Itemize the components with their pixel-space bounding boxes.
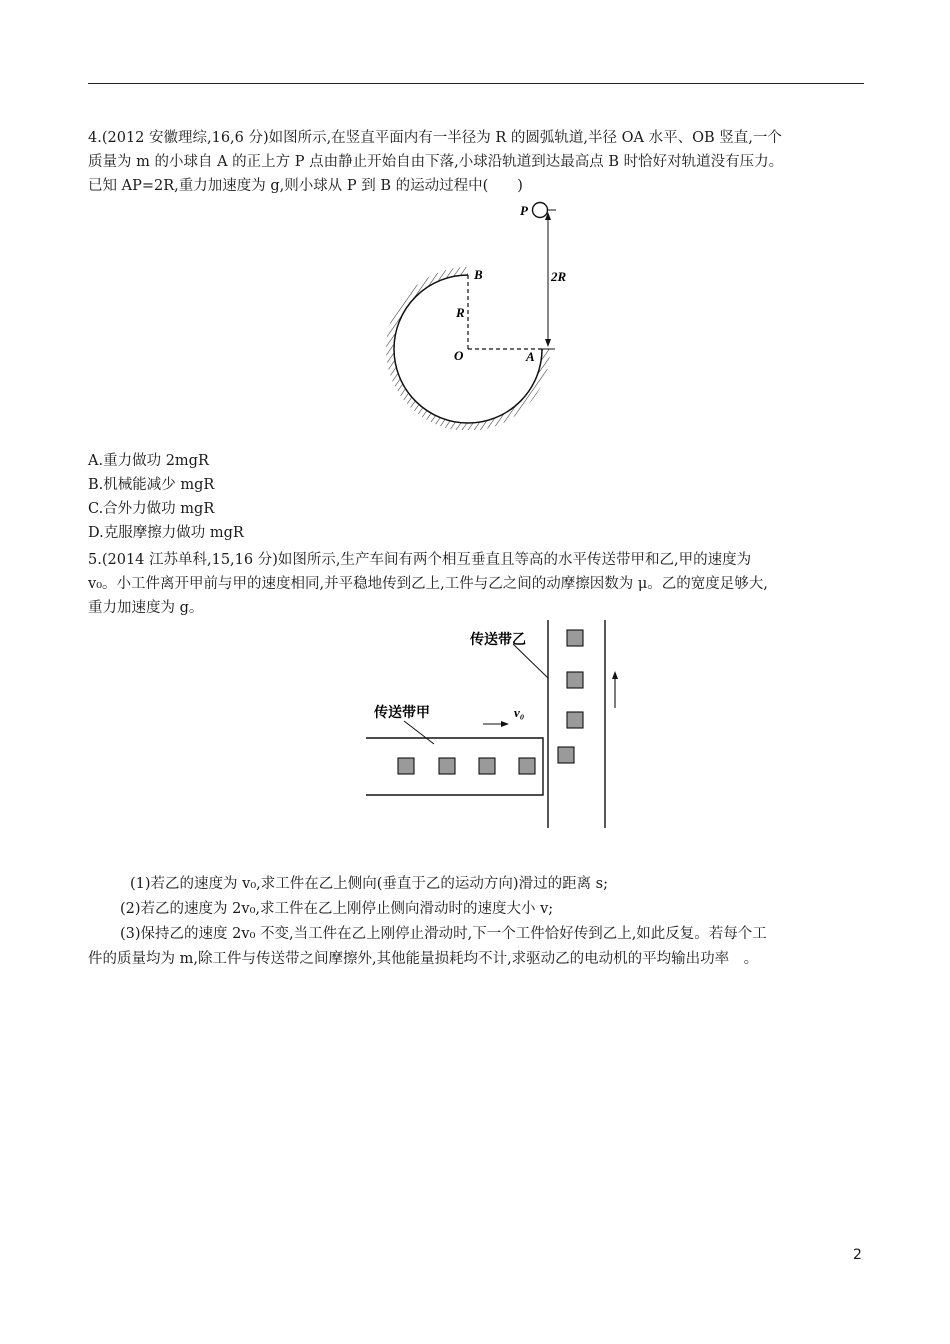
label-o: O [454,348,464,363]
q5-sub-1: (1)若乙的速度为 v₀,求工件在乙上侧向(垂直于乙的运动方向)滑过的距离 s; [130,876,609,892]
label-a: A [526,349,535,364]
workpiece [398,758,414,774]
q5-line-2: v₀。小工件离开甲前与甲的速度相同,并平稳地传到乙上,工件与乙之间的动摩擦因数为 μ。乙的宽度足够大, [88,576,768,592]
workpiece [519,758,535,774]
q4-option-d: D.克服摩擦力做功 mgR [88,525,244,541]
workpiece [567,630,583,646]
workpiece [567,712,583,728]
label-p: P [520,203,528,218]
q5-line-3: 重力加速度为 g。 [88,600,204,616]
q4-option-a: A.重力做功 2mgR [88,453,209,469]
page-number: 2 [853,1247,862,1263]
ball-p [533,203,548,218]
label-v0: v₀ [514,705,525,720]
label-r: R [456,305,465,320]
q5-figure [360,620,640,832]
q4-figure [380,198,580,430]
label-belt-b: 传送带乙 [470,632,526,648]
q5-line-1: 5.(2014 江苏单科,15,16 分)如图所示,生产车间有两个相互垂直且等高的水平传送带甲和乙,甲的速度为 [88,552,752,568]
q4-option-c: C.合外力做功 mgR [88,501,215,517]
q5-sub-3b: 件的质量均为 m,除工件与传送带之间摩擦外,其他能量损耗均不计,求驱动乙的电动机的平均输出功率 。 [88,951,759,967]
q4-line-3: 已知 AP=2R,重力加速度为 g,则小球从 P 到 B 的运动过程中( ) [88,178,523,194]
q4-option-b: B.机械能减少 mgR [88,477,215,493]
workpiece [567,672,583,688]
label-belt-a: 传送带甲 [374,705,430,721]
workpiece [439,758,455,774]
q4-line-2: 质量为 m 的小球自 A 的正上方 P 点由静止开始自由下落,小球沿轨道到达最高点 B 时恰好对轨道没有压力。 [88,154,784,170]
q4-line-1: 4.(2012 安徽理综,16,6 分)如图所示,在竖直平面内有一半径为 R 的圆弧轨道,半径 OA 水平、OB 竖直,一个 [88,130,782,146]
workpiece [558,747,574,763]
label-b: B [474,267,483,282]
q5-sub-3a: (3)保持乙的速度 2v₀ 不变,当工件在乙上刚停止滑动时,下一个工件恰好传到乙上,如此反复。若每个工 [120,926,767,942]
header-rule [88,83,864,84]
label-2r: 2R [551,269,567,284]
workpiece [479,758,495,774]
q5-sub-2: (2)若乙的速度为 2v₀,求工件在乙上刚停止侧向滑动时的速度大小 v; [120,901,554,917]
